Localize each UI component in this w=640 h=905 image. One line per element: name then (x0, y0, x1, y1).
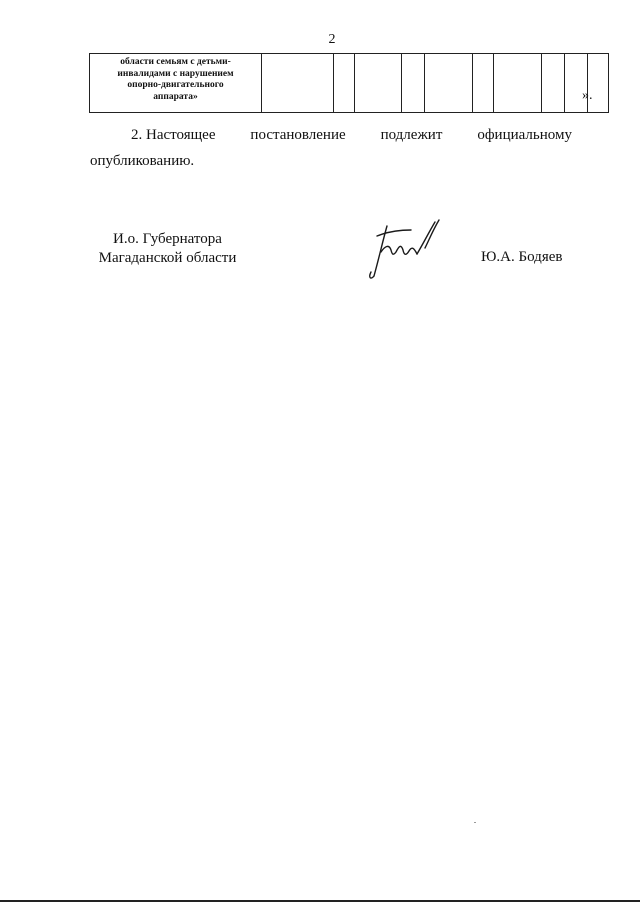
table-cell-empty (425, 54, 473, 113)
signer-title-line: И.о. Губернатора (113, 231, 222, 247)
signer-name: Ю.А. Бодяев (481, 249, 563, 265)
cell-text-line: опорно-двигательного (127, 80, 224, 90)
table-cell-empty (334, 54, 355, 113)
paragraph-word: постановление (250, 127, 346, 143)
continuation-table (89, 53, 609, 113)
cell-text-line: инвалидами с нарушением (117, 68, 234, 79)
closing-quote: ». (582, 88, 593, 103)
paragraph-line: опубликованию. (90, 153, 195, 169)
cell-text-line: области семьям с детьми- (120, 57, 231, 67)
table-cell-empty (494, 54, 542, 113)
table-cell-empty (473, 54, 494, 113)
scan-speck (474, 822, 476, 823)
paragraph-word: 2. Настоящее (131, 127, 216, 143)
table-row (90, 54, 609, 113)
paragraph-line (131, 127, 572, 144)
paragraph-word: официальному (477, 127, 572, 143)
signer-title (96, 230, 239, 268)
signer-title-line: Магаданской области (98, 250, 237, 266)
table-cell-empty (262, 54, 334, 113)
table-cell-description (90, 54, 262, 113)
bottom-edge-line (0, 900, 640, 902)
cell-text-line: аппарата» (153, 91, 198, 102)
table-cell-empty (402, 54, 425, 113)
handwritten-signature (365, 218, 445, 282)
table-cell-empty (542, 54, 565, 113)
table-cell-empty (355, 54, 402, 113)
page-number: 2 (328, 32, 336, 47)
paragraph-word: подлежит (380, 127, 443, 143)
